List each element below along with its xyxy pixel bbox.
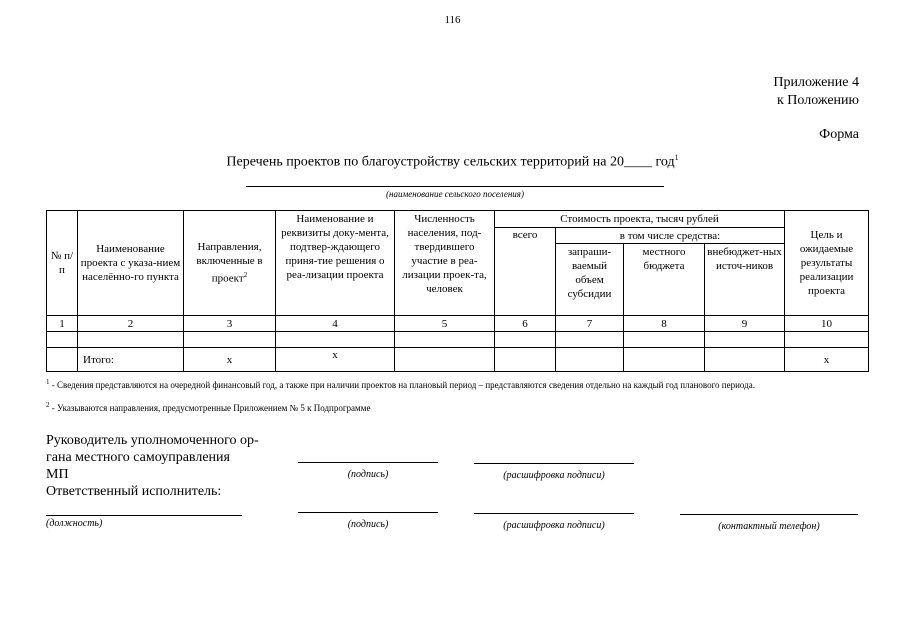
total-requisites-cross: х [276, 348, 395, 372]
empty-row [47, 332, 869, 348]
table-cell [705, 332, 785, 348]
document-title [0, 153, 905, 171]
column-number: 9 [705, 316, 785, 332]
column-number: 6 [495, 316, 556, 332]
header-directions-mark: 2 [243, 271, 248, 280]
column-number: 10 [785, 316, 869, 332]
signature-caption-2: (подпись) [347, 519, 389, 530]
table-cell [624, 348, 705, 372]
total-label: Итого: [78, 348, 184, 372]
decoding-line [474, 463, 634, 464]
footnote-2-mark: 2 [46, 401, 50, 409]
header-extra-budget: внебюджет-ных источ-ников [705, 244, 785, 316]
header-num: № п/п [47, 211, 78, 316]
head-signature-block [46, 432, 259, 500]
phone-line [680, 514, 858, 515]
signature-line-2 [298, 512, 438, 513]
stamp-label: МП [46, 467, 69, 482]
head-title-line-2: гана местного самоуправления [46, 450, 230, 465]
total-directions-cross: х [184, 348, 276, 372]
phone-caption: (контактный телефон) [718, 521, 820, 532]
header-project-name: Наименование проекта с указа-нием населённо-го пункта [78, 211, 184, 316]
position-line [46, 515, 242, 516]
total-row [47, 348, 869, 372]
table-cell [705, 348, 785, 372]
column-number: 5 [395, 316, 495, 332]
table-cell [495, 332, 556, 348]
header-total: всего [495, 228, 556, 316]
decoding-caption: (расшифровка подписи) [503, 470, 605, 481]
column-number: 8 [624, 316, 705, 332]
table-cell [395, 332, 495, 348]
header-local-budget: местного бюджета [624, 244, 705, 316]
table-cell [47, 332, 78, 348]
column-number: 4 [276, 316, 395, 332]
header-cost: Стоимость проекта, тысяч рублей [495, 211, 785, 228]
header-goal: Цель и ожидаемые результаты реализации проекта [785, 211, 869, 316]
header-directions-text: Направления, включенные в проект [196, 241, 263, 285]
form-label: Форма [819, 127, 859, 142]
executor-label: Ответственный исполнитель: [46, 484, 222, 499]
table-cell [495, 348, 556, 372]
position-caption: (должность) [46, 518, 103, 529]
header-subsidy: запраши-ваемый объем субсидии [556, 244, 624, 316]
footnote-1 [46, 377, 876, 390]
column-number: 1 [47, 316, 78, 332]
projects-table [46, 210, 869, 372]
settlement-name-line [246, 186, 664, 187]
title-text: Перечень проектов по благоустройству сельских территорий на 20____ год [226, 154, 675, 170]
table-cell [276, 332, 395, 348]
column-number: 2 [78, 316, 184, 332]
appendix-line-2: к Положению [776, 93, 859, 108]
table-cell [556, 348, 624, 372]
footnote-2-text: - Указываются направления, предусмотренные Приложением № 5 к Подпрограмме [49, 403, 371, 413]
total-goal-cross: х [785, 348, 869, 372]
footnote-1-text: - Сведения представляются на очередной финансовый год, а также при наличии проектов на плановый период – представляются сведения отдельно на каждый год планового периода. [49, 380, 755, 390]
column-number: 3 [184, 316, 276, 332]
column-numbers-row [47, 316, 869, 332]
table-cell [556, 332, 624, 348]
signature-line [298, 462, 438, 463]
appendix-label [773, 74, 859, 110]
header-population: Численность населения, под-твердившего участие в реа-лизации проек-та, человек [395, 211, 495, 316]
page-number: 116 [444, 14, 461, 26]
settlement-caption: (наименование сельского поселения) [386, 189, 524, 199]
column-number: 7 [556, 316, 624, 332]
head-title-line-1: Руководитель уполномоченного ор- [46, 433, 259, 448]
header-requisites: Наименование и реквизиты доку-мента, подтвер-ждающего приня-тие решения о реа-лизации проекта [276, 211, 395, 316]
title-footnote-mark: 1 [674, 153, 679, 162]
footnote-2 [46, 400, 876, 413]
table-cell [47, 348, 78, 372]
header-directions [184, 211, 276, 316]
signature-caption: (подпись) [347, 469, 389, 480]
header-including: в том числе средства: [556, 228, 785, 244]
decoding-line-2 [474, 513, 634, 514]
table-cell [184, 332, 276, 348]
table-cell [395, 348, 495, 372]
footnote-1-mark: 1 [46, 378, 50, 386]
table-cell [78, 332, 184, 348]
appendix-line-1: Приложение 4 [773, 75, 859, 90]
decoding-caption-2: (расшифровка подписи) [503, 520, 605, 531]
table-cell [785, 332, 869, 348]
table-cell [624, 332, 705, 348]
